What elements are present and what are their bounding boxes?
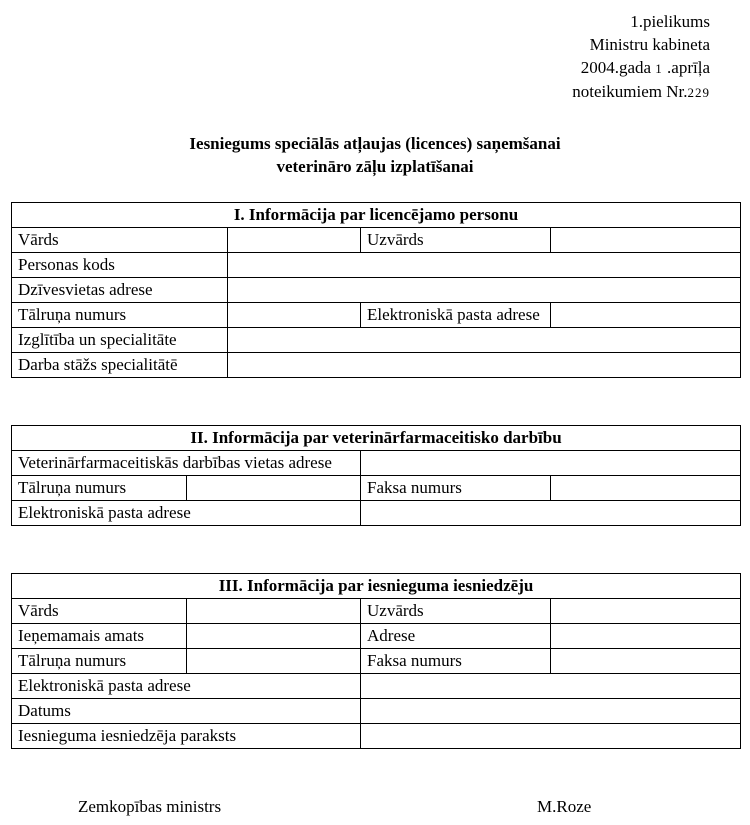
title-line-2: veterināro zāļu izplatīšanai: [276, 157, 474, 176]
label-date: Datums: [12, 699, 361, 724]
label-surname: Uzvārds: [361, 228, 551, 253]
label-surname: Uzvārds: [361, 599, 551, 624]
field-email[interactable]: [361, 674, 741, 699]
label-phone: Tālruņa numurs: [12, 476, 187, 501]
label-activity-address: Veterinārfarmaceitiskās darbības vietas adrese: [12, 451, 361, 476]
label-position: Ieņemamais amats: [12, 624, 187, 649]
label-email: Elektroniskā pasta adrese: [12, 501, 361, 526]
annex-number: 1.pielikums: [630, 12, 710, 31]
label-signature: Iesnieguma iesniedzēja paraksts: [12, 724, 361, 749]
section-1-heading: I. Informācija par licencējamo personu: [12, 203, 741, 228]
field-date[interactable]: [361, 699, 741, 724]
section-3-table: [11, 573, 741, 749]
label-personal-code: Personas kods: [12, 253, 228, 278]
label-name: Vārds: [12, 599, 187, 624]
annex-issuer: Ministru kabineta: [589, 35, 710, 54]
label-name: Vārds: [12, 228, 228, 253]
title-line-1: Iesniegums speciālās atļaujas (licences) saņemšanai: [189, 134, 561, 153]
label-residence-address: Dzīvesvietas adrese: [12, 278, 228, 303]
label-fax: Faksa numurs: [361, 649, 551, 674]
minister-name: M.Roze: [537, 797, 592, 816]
field-email[interactable]: [361, 501, 741, 526]
field-activity-address[interactable]: [361, 451, 741, 476]
annex-header: [572, 10, 710, 104]
label-experience: Darba stāžs specialitātē: [12, 353, 228, 378]
field-phone[interactable]: [187, 476, 361, 501]
label-fax: Faksa numurs: [361, 476, 551, 501]
field-position[interactable]: [187, 624, 361, 649]
document-title: [0, 132, 750, 178]
field-address[interactable]: [551, 624, 741, 649]
field-surname[interactable]: [551, 599, 741, 624]
annex-regulation: noteikumiem Nr.229: [572, 82, 710, 101]
field-name[interactable]: [187, 599, 361, 624]
label-education: Izglītība un specialitāte: [12, 328, 228, 353]
field-fax[interactable]: [551, 476, 741, 501]
label-phone: Tālruņa numurs: [12, 303, 228, 328]
field-personal-code[interactable]: [228, 253, 741, 278]
minister-title: Zemkopības ministrs: [78, 797, 222, 816]
section-2-table: [11, 425, 741, 526]
section-2-heading: II. Informācija par veterinārfarmaceitisko darbību: [12, 426, 741, 451]
field-residence-address[interactable]: [228, 278, 741, 303]
field-name[interactable]: [228, 228, 361, 253]
label-address: Adrese: [361, 624, 551, 649]
field-experience[interactable]: [228, 353, 741, 378]
section-3-heading: III. Informācija par iesnieguma iesniedzēju: [12, 574, 741, 599]
field-fax[interactable]: [551, 649, 741, 674]
section-1-table: [11, 202, 741, 378]
field-signature[interactable]: [361, 724, 741, 749]
field-phone[interactable]: [228, 303, 361, 328]
field-education[interactable]: [228, 328, 741, 353]
field-surname[interactable]: [551, 228, 741, 253]
label-email: Elektroniskā pasta adrese: [361, 303, 551, 328]
label-email: Elektroniskā pasta adrese: [12, 674, 361, 699]
field-phone[interactable]: [187, 649, 361, 674]
field-email[interactable]: [551, 303, 741, 328]
label-phone: Tālruņa numurs: [12, 649, 187, 674]
annex-date: 2004.gada 1 .aprīļa: [580, 58, 710, 77]
